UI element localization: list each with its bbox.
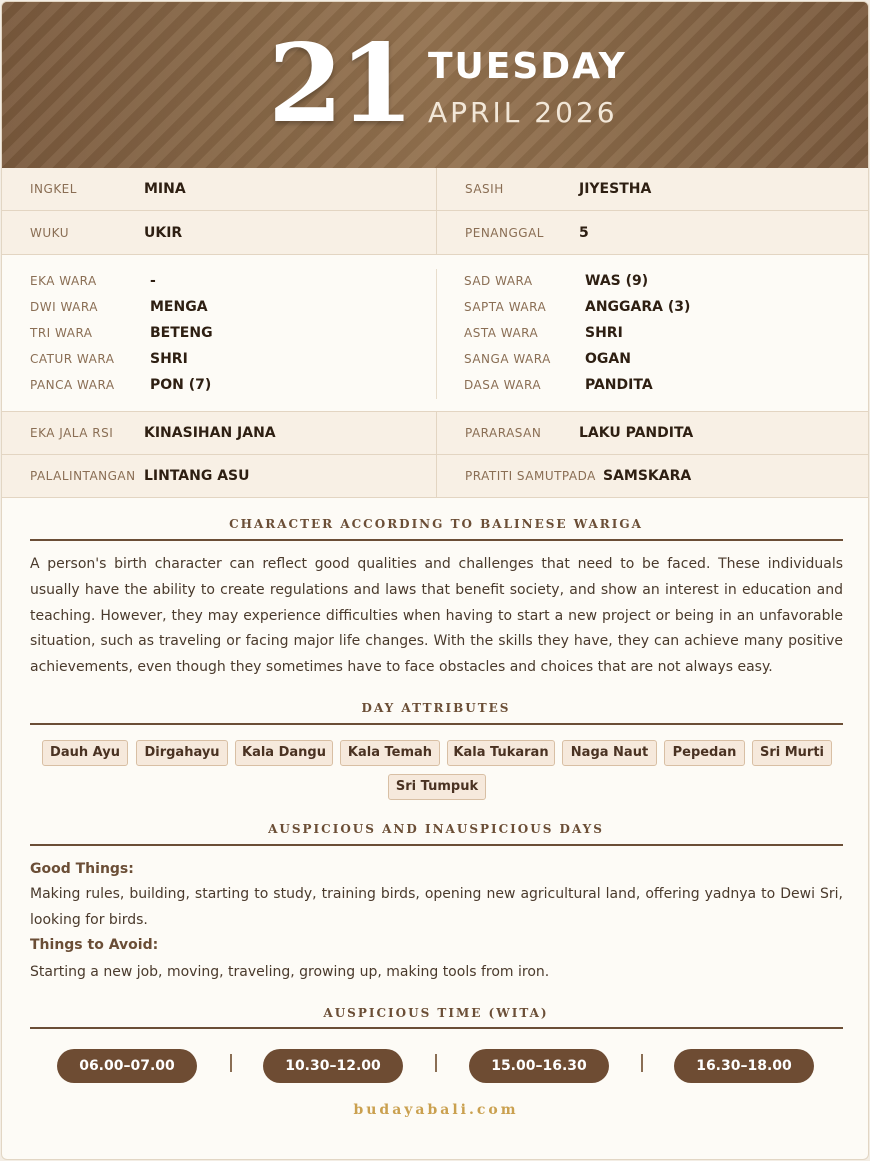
- wara-row: [464, 297, 864, 317]
- penanggal-label: PENANGGAL: [465, 225, 544, 240]
- sad-wara-value: WAS (9): [585, 273, 649, 289]
- dasa-wara-label: DASA WARA: [464, 378, 542, 392]
- sanga-wara-value: OGAN: [585, 351, 631, 367]
- info-row-palalintangan: [2, 455, 869, 498]
- eka-wara-label: EKA WARA: [30, 274, 97, 288]
- info-row-ingkel: [2, 168, 869, 211]
- wara-row: [30, 323, 430, 343]
- info-row-eka-jala-rsi: [2, 412, 869, 455]
- attribute-tag: Sri Tumpuk: [388, 774, 486, 800]
- things-to-avoid-label: Things to Avoid:: [30, 937, 159, 953]
- palalintangan-value: LINTANG ASU: [144, 468, 250, 484]
- time-separator: [230, 1054, 232, 1072]
- character-title: CHARACTER ACCORDING TO BALINESE WARIGA: [229, 517, 643, 531]
- palalintangan-label: PALALINTANGAN: [30, 469, 136, 483]
- time-slot: 06.00–07.00: [57, 1049, 197, 1083]
- month-year-label: APRIL 2026: [428, 96, 618, 129]
- catur-wara-value: SHRI: [150, 351, 188, 367]
- sad-wara-label: SAD WARA: [464, 274, 533, 288]
- attribute-tag: Sri Murti: [752, 740, 832, 766]
- wara-row: [464, 271, 864, 291]
- wara-row: [30, 375, 430, 395]
- time-slot: 16.30–18.00: [674, 1049, 814, 1083]
- times-title: AUSPICIOUS TIME (WITA): [323, 1006, 549, 1020]
- good-things-label: Good Things:: [30, 861, 134, 877]
- pratiti-samutpada-value: SAMSKARA: [603, 468, 692, 484]
- dwi-wara-value: MENGA: [150, 299, 208, 315]
- asta-wara-label: ASTA WARA: [464, 326, 539, 340]
- pararasan-label: PARARASAN: [465, 426, 542, 440]
- eka-jala-rsi-value: KINASIHAN JANA: [144, 425, 276, 441]
- date-header: [2, 2, 869, 168]
- weekday-label: TUESDAY: [428, 46, 627, 87]
- things-to-avoid-text: Starting a new job, moving, traveling, growing up, making tools from iron.: [30, 964, 550, 980]
- wara-row: [464, 349, 864, 369]
- wara-row: [30, 271, 430, 291]
- tri-wara-value: BETENG: [150, 325, 213, 341]
- tri-wara-label: TRI WARA: [30, 326, 93, 340]
- time-separator: [435, 1054, 437, 1072]
- sasih-label: SASIH: [465, 182, 504, 196]
- attribute-tag: Pepedan: [664, 740, 745, 766]
- time-slot: 10.30–12.00: [263, 1049, 403, 1083]
- wuku-label: WUKU: [30, 225, 69, 240]
- wara-row: [464, 375, 864, 395]
- attribute-tag: Dirgahayu: [136, 740, 228, 766]
- attribute-tag: Dauh Ayu: [42, 740, 128, 766]
- times-divider: [30, 1027, 843, 1029]
- catur-wara-label: CATUR WARA: [30, 352, 115, 366]
- day-number: 21: [268, 21, 411, 147]
- eka-wara-value: -: [150, 273, 156, 289]
- dwi-wara-label: DWI WARA: [30, 300, 98, 314]
- ingkel-value: MINA: [144, 181, 186, 197]
- character-text: A person's birth character can reflect good qualities and challenges that need to be faced. These individuals usually have the ability to create regulations and laws that benefit society, and show an interest in education and teaching. However, they may experience difficulties when having to start a new project or being in an unfavorable situation, such as traveling or facing major life changes. With the skills they have, they can achieve many positive achievements, even though they sometimes have to face obstacles and choices that are not always easy.: [30, 556, 843, 676]
- wara-row: [464, 323, 864, 343]
- ingkel-label: INGKEL: [30, 182, 77, 196]
- pratiti-samutpada-label: PRATITI SAMUTPADA: [465, 469, 596, 483]
- wara-grid: [2, 255, 869, 412]
- pararasan-value: LAKU PANDITA: [579, 425, 694, 441]
- asta-wara-value: SHRI: [585, 325, 623, 341]
- time-separator: [641, 1054, 643, 1072]
- calendar-card: [1, 1, 869, 1160]
- eka-jala-rsi-label: EKA JALA RSI: [30, 426, 114, 440]
- character-divider: [30, 539, 843, 541]
- wara-row: [30, 297, 430, 317]
- attribute-tag: Naga Naut: [562, 740, 657, 766]
- attribute-tag: Kala Tukaran: [447, 740, 555, 766]
- attribute-tag: Kala Temah: [340, 740, 440, 766]
- sasih-value: JIYESTHA: [579, 181, 652, 197]
- penanggal-value: 5: [579, 224, 589, 241]
- sanga-wara-label: SANGA WARA: [464, 352, 551, 366]
- panca-wara-label: PANCA WARA: [30, 378, 115, 392]
- sapta-wara-label: SAPTA WARA: [464, 300, 547, 314]
- attributes-title: DAY ATTRIBUTES: [361, 701, 511, 715]
- wuku-value: UKIR: [144, 224, 183, 241]
- wara-row: [30, 349, 430, 369]
- wara-divider: [436, 269, 437, 399]
- days-divider: [30, 844, 843, 846]
- site-footer-link[interactable]: budayabali.com: [353, 1102, 519, 1118]
- info-row-wuku: [2, 211, 869, 255]
- dasa-wara-value: PANDITA: [585, 377, 653, 393]
- good-things-text: Making rules, building, starting to study, training birds, opening new agricultural land, offering yadnya to Dewi Sri, looking for birds.: [30, 886, 843, 928]
- days-title: AUSPICIOUS AND INAUSPICIOUS DAYS: [268, 822, 604, 836]
- sapta-wara-value: ANGGARA (3): [585, 299, 691, 315]
- panca-wara-value: PON (7): [150, 377, 212, 393]
- attribute-tag: Kala Dangu: [235, 740, 333, 766]
- attributes-divider: [30, 723, 843, 725]
- time-slot: 15.00–16.30: [469, 1049, 609, 1083]
